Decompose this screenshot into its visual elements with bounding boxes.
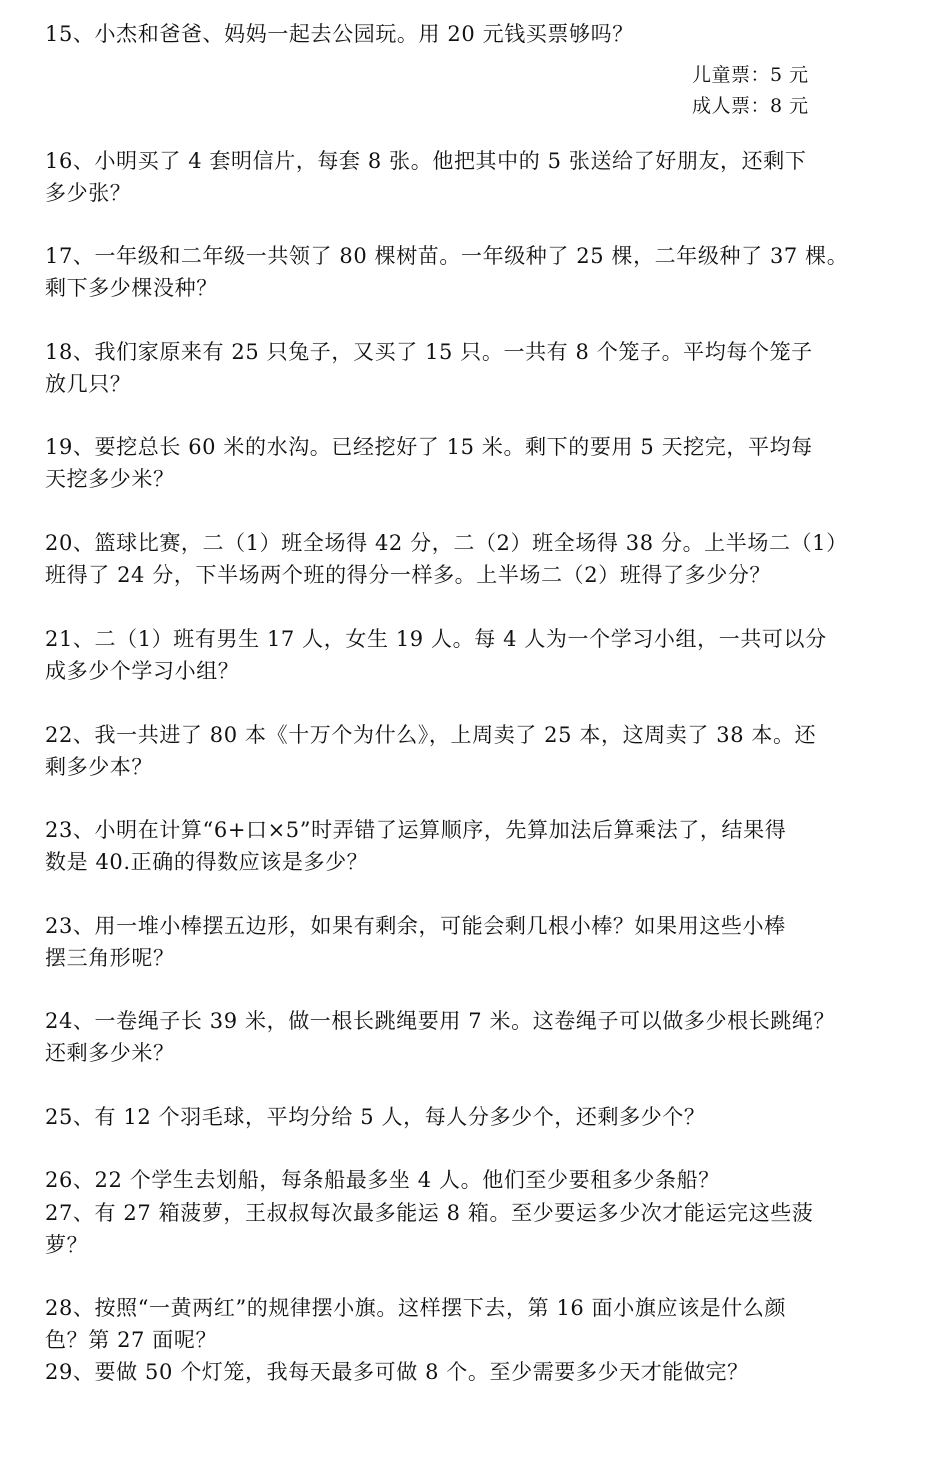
question-line: 15、小杰和爸爸、妈妈一起去公园玩。用 20 元钱买票够吗？ [45, 22, 634, 46]
question-line: 27、有 27 箱菠萝，王叔叔每次最多能运 8 箱。至少要运多少次才能运完这些菠 [45, 1201, 814, 1225]
question-line: 26、22 个学生去划船，每条船最多坐 4 人。他们至少要租多少条船？ [45, 1168, 720, 1192]
question-20 [45, 527, 903, 591]
question-line: 还剩多少米？ [45, 1041, 175, 1065]
question-19 [45, 431, 903, 495]
question-17 [45, 240, 903, 304]
question-27 [45, 1197, 903, 1261]
question-line: 放几只？ [45, 372, 132, 396]
question-15 [45, 18, 903, 50]
question-29 [45, 1356, 903, 1388]
question-line: 数是 40.正确的得数应该是多少？ [45, 850, 369, 874]
question-line: 剩多少本？ [45, 755, 153, 779]
question-line: 21、二（1）班有男生 17 人，女生 19 人。每 4 人为一个学习小组，一共可以分 [45, 627, 827, 651]
question-line: 成多少个学习小组？ [45, 659, 240, 683]
question-21 [45, 623, 903, 687]
question-line: 25、有 12 个羽毛球，平均分给 5 人，每人分多少个，还剩多少个？ [45, 1105, 706, 1129]
question-line: 色？第 27 面呢？ [45, 1328, 218, 1352]
question-line: 18、我们家原来有 25 只兔子，又买了 15 只。一共有 8 个笼子。平均每个笼子 [45, 340, 813, 364]
question-18 [45, 336, 903, 400]
question-line: 23、用一堆小棒摆五边形，如果有剩余，可能会剩几根小棒？如果用这些小棒 [45, 914, 786, 938]
question-25 [45, 1101, 903, 1133]
question-line: 23、小明在计算“6+口×5”时弄错了运算顺序，先算加法后算乘法了，结果得 [45, 818, 787, 842]
question-line: 24、一卷绳子长 39 米，做一根长跳绳要用 7 米。这卷绳子可以做多少根长跳绳？ [45, 1009, 836, 1033]
question-line: 班得了 24 分，下半场两个班的得分一样多。上半场二（2）班得了多少分？ [45, 563, 772, 587]
question-line: 16、小明买了 4 套明信片，每套 8 张。他把其中的 5 张送给了好朋友，还剩下 [45, 149, 807, 173]
question-line: 萝？ [45, 1233, 89, 1257]
question-23a [45, 814, 903, 878]
question-line: 17、一年级和二年级一共领了 80 棵树苗。一年级种了 25 棵，二年级种了 37 棵。 [45, 244, 849, 268]
adult-ticket-price: 成人票：8 元 [692, 95, 809, 117]
question-line: 29、要做 50 个灯笼，我每天最多可做 8 个。至少需要多少天才能做完？ [45, 1360, 749, 1384]
question-line: 摆三角形呢？ [45, 946, 175, 970]
question-line: 天挖多少米？ [45, 467, 175, 491]
question-line: 19、要挖总长 60 米的水沟。已经挖好了 15 米。剩下的要用 5 天挖完，平均每 [45, 435, 813, 459]
question-16 [45, 145, 903, 209]
question-22 [45, 719, 903, 783]
question-line: 22、我一共进了 80 本《十万个为什么》，上周卖了 25 本，这周卖了 38 本。还 [45, 723, 817, 747]
child-ticket-price: 儿童票：5 元 [692, 64, 809, 86]
question-24 [45, 1005, 903, 1069]
question-line: 剩下多少棵没种？ [45, 276, 218, 300]
question-23b [45, 910, 903, 974]
question-line: 多少张？ [45, 181, 132, 205]
question-28 [45, 1292, 903, 1356]
question-line: 20、篮球比赛，二（1）班全场得 42 分，二（2）班全场得 38 分。上半场二（1） [45, 531, 848, 555]
question-line: 28、按照“一黄两红”的规律摆小旗。这样摆下去，第 16 面小旗应该是什么颜 [45, 1296, 787, 1320]
ticket-price-list [692, 60, 809, 122]
question-26 [45, 1164, 903, 1196]
